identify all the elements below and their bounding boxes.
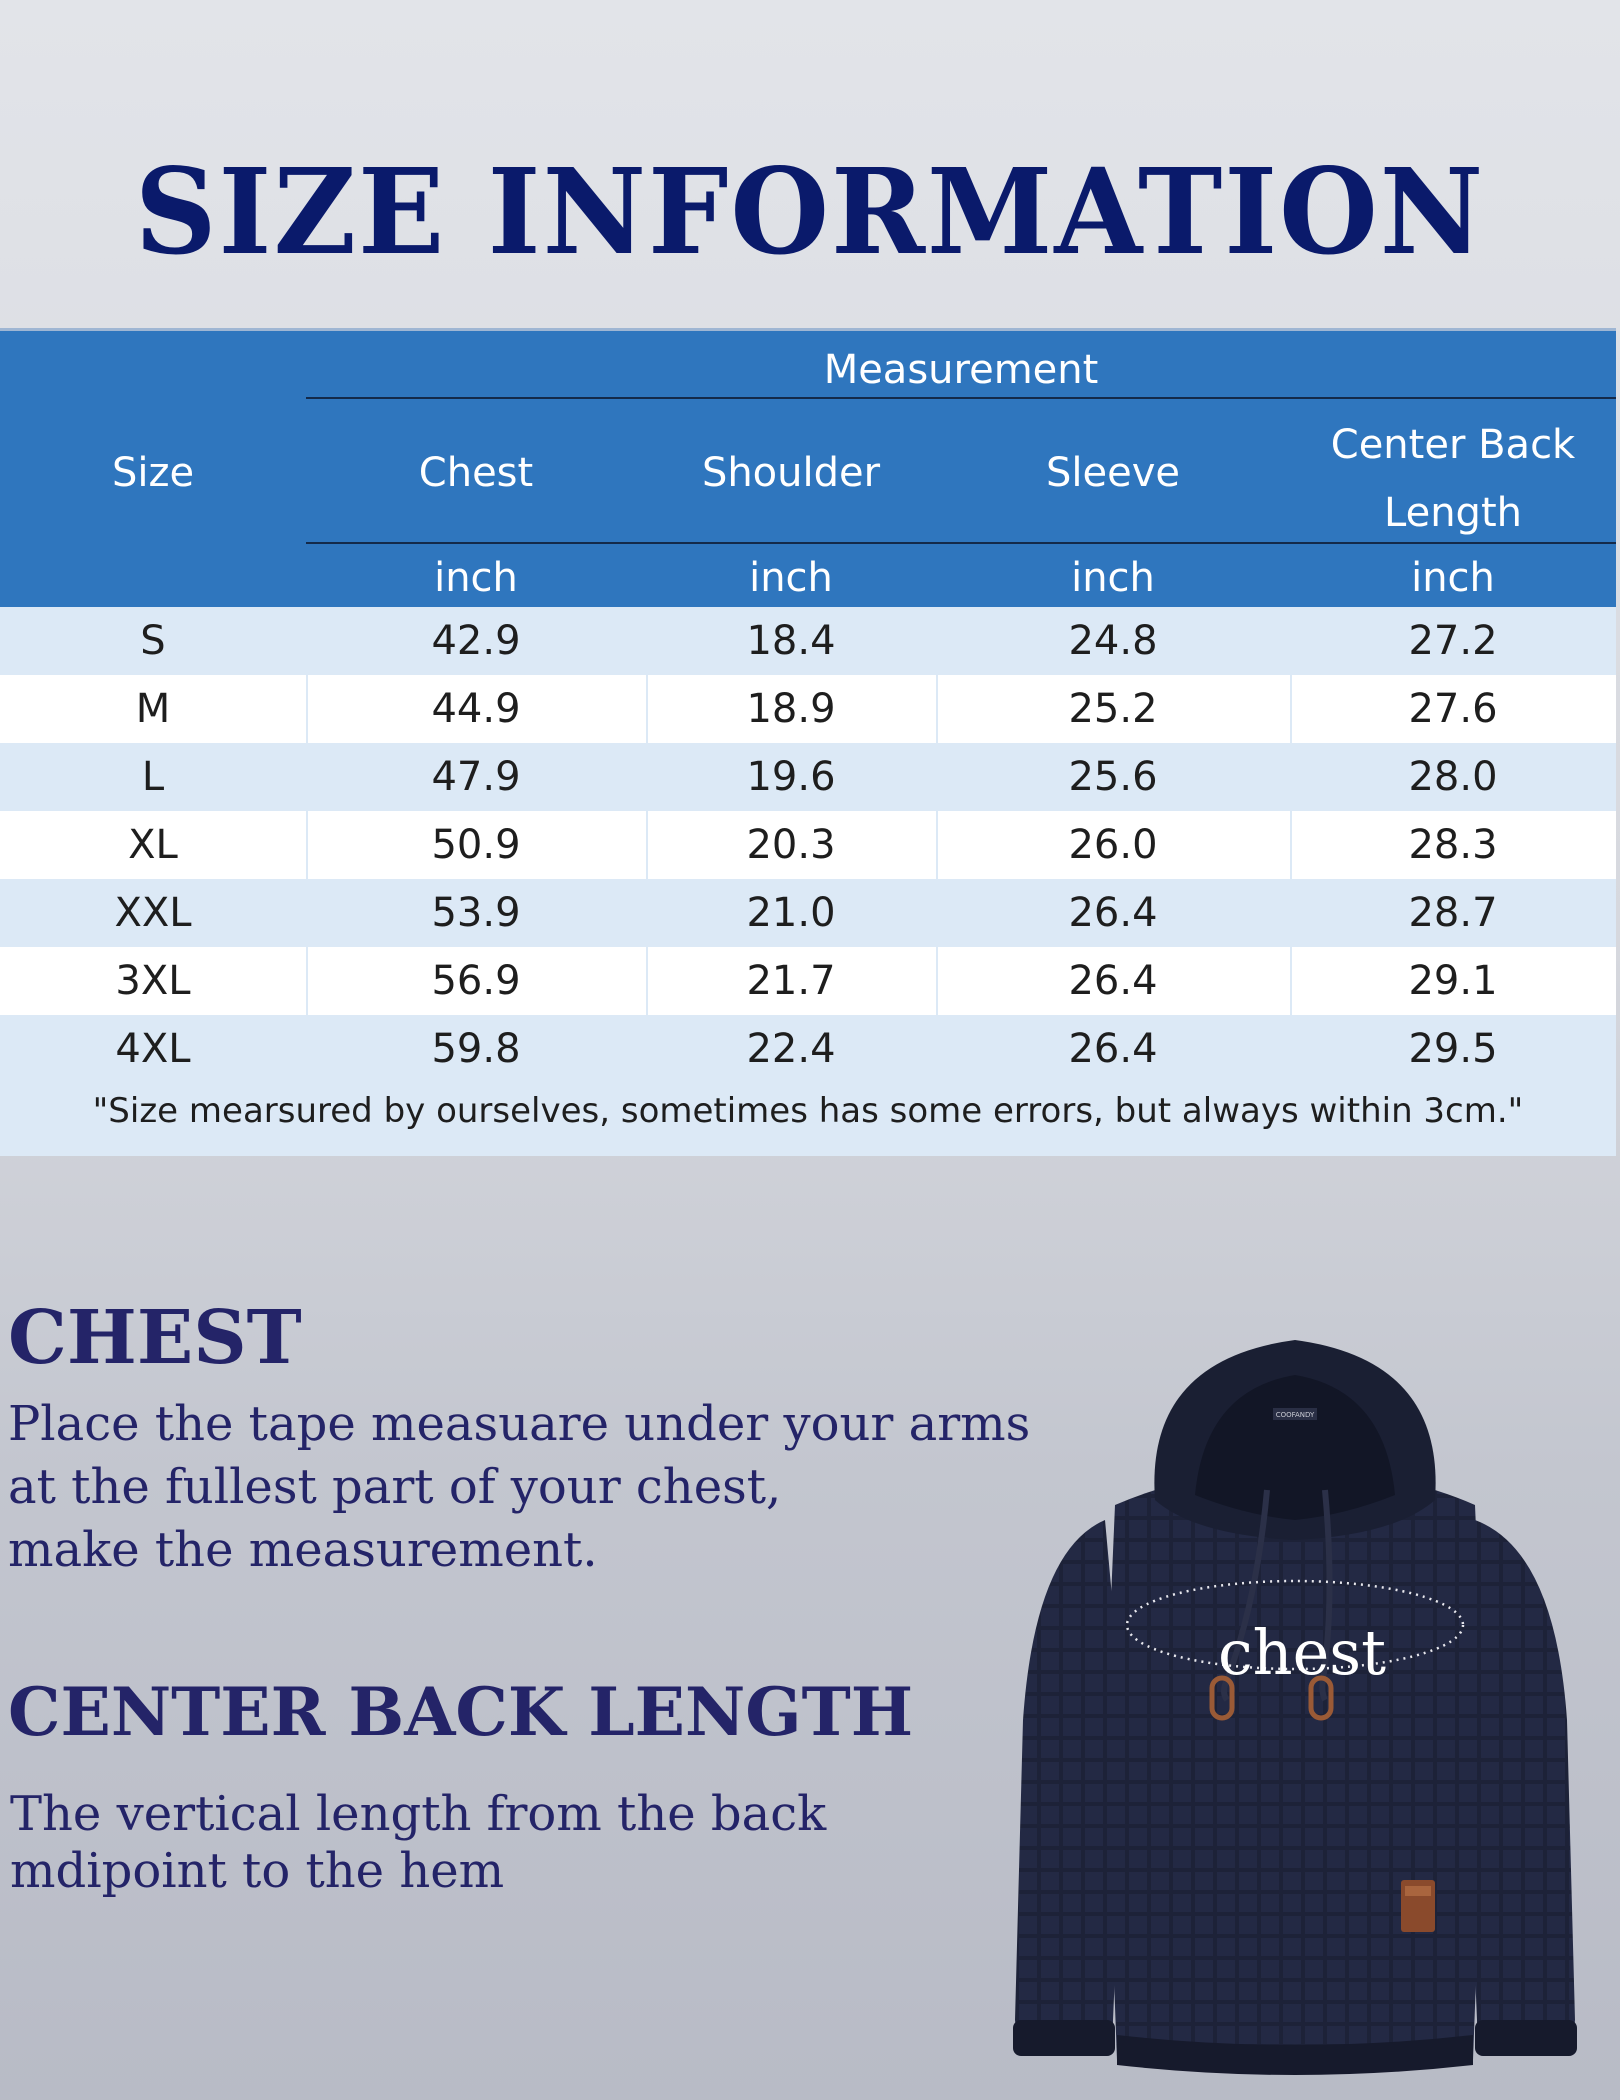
- sleeve-unit: inch: [1071, 555, 1155, 601]
- measurement-cell: 27.2: [1408, 618, 1498, 664]
- size-cell: M: [135, 686, 171, 732]
- shoulder-unit: inch: [749, 555, 833, 601]
- measurement-cell: 56.9: [431, 958, 521, 1004]
- chest-instruction-line: make the measurement.: [8, 1522, 598, 1578]
- hoodie-icon: [995, 1320, 1595, 2090]
- measurement-cell: 26.4: [1068, 890, 1158, 936]
- measurement-cell: 22.4: [746, 1026, 836, 1072]
- size-cell: 4XL: [115, 1026, 191, 1072]
- measurement-cell: 53.9: [431, 890, 521, 936]
- measurement-cell: 26.4: [1068, 958, 1158, 1004]
- size-cell: S: [140, 618, 166, 664]
- hoodie-illustration: [995, 1320, 1595, 2090]
- measurement-cell: 42.9: [431, 618, 521, 664]
- measurement-note: "Size mearsured by ourselves, sometimes has some errors, but always within 3cm.": [92, 1091, 1524, 1131]
- measurement-cell: 47.9: [431, 754, 521, 800]
- measurement-cell: 28.7: [1408, 890, 1498, 936]
- center-back-length-line1: Center Back: [1330, 422, 1576, 468]
- header-divider-bottom: [306, 542, 1616, 544]
- measurement-cell: 27.6: [1408, 686, 1498, 732]
- table-note-row: [0, 1076, 1616, 1156]
- chest-unit: inch: [434, 555, 518, 601]
- measurement-group-header: Measurement: [823, 347, 1099, 393]
- measurement-cell: 21.0: [746, 890, 836, 936]
- measurement-cell: 25.6: [1068, 754, 1158, 800]
- measurement-cell: 26.4: [1068, 1026, 1158, 1072]
- chest-instruction-line: at the fullest part of your chest,: [8, 1459, 782, 1515]
- table-row: [0, 811, 1616, 879]
- page-title: SIZE INFORMATION: [134, 142, 1486, 281]
- measurement-cell: 44.9: [431, 686, 521, 732]
- size-cell: 3XL: [115, 958, 191, 1004]
- measurement-cell: 21.7: [746, 958, 836, 1004]
- measurement-cell: 25.2: [1068, 686, 1158, 732]
- shoulder-column-header: Shoulder: [701, 450, 881, 496]
- measurement-cell: 28.3: [1408, 822, 1498, 868]
- center-back-instruction-line: mdipoint to the hem: [10, 1843, 505, 1899]
- center-back-length-line2: Length: [1384, 490, 1522, 536]
- measurement-cell: 50.9: [431, 822, 521, 868]
- measurement-cell: 18.4: [746, 618, 836, 664]
- size-cell: XXL: [114, 890, 192, 936]
- size-cell: XL: [128, 822, 178, 868]
- chest-instruction-line: Place the tape measuare under your arms: [8, 1396, 1031, 1452]
- measurement-cell: 29.5: [1408, 1026, 1498, 1072]
- table-row: [0, 607, 1616, 675]
- measurement-cell: 18.9: [746, 686, 836, 732]
- table-row: [0, 1015, 1616, 1083]
- chest-column-header: Chest: [418, 450, 534, 496]
- measurement-cell: 29.1: [1408, 958, 1498, 1004]
- center-back-instruction-line: The vertical length from the back: [10, 1786, 827, 1842]
- table-row: [0, 743, 1616, 811]
- header-divider-top: [306, 397, 1616, 399]
- chest-label: chest: [1217, 1616, 1387, 1689]
- measurement-cell: 19.6: [746, 754, 836, 800]
- neck-label: COOFANDY: [1275, 1411, 1315, 1419]
- sleeve-column-header: Sleeve: [1045, 450, 1180, 496]
- size-column-header: Size: [111, 450, 195, 496]
- measurement-cell: 28.0: [1408, 754, 1498, 800]
- table-row: [0, 947, 1616, 1015]
- measurement-cell: 24.8: [1068, 618, 1158, 664]
- center-back-length-heading: CENTER BACK LENGTH: [8, 1673, 914, 1751]
- measurement-cell: 20.3: [746, 822, 836, 868]
- measurement-cell: 59.8: [431, 1026, 521, 1072]
- center-back-length-column-header: [1290, 411, 1616, 547]
- size-table: [0, 328, 1616, 1156]
- size-cell: L: [141, 754, 165, 800]
- center-back-length-unit: inch: [1411, 555, 1495, 601]
- center-back-length-instructions: [10, 1786, 826, 1900]
- measurement-cell: 26.0: [1068, 822, 1158, 868]
- chest-instructions: [8, 1393, 1030, 1582]
- chest-heading: CHEST: [8, 1295, 302, 1381]
- table-row: [0, 675, 1616, 743]
- table-header: [0, 328, 1616, 610]
- table-row: [0, 879, 1616, 947]
